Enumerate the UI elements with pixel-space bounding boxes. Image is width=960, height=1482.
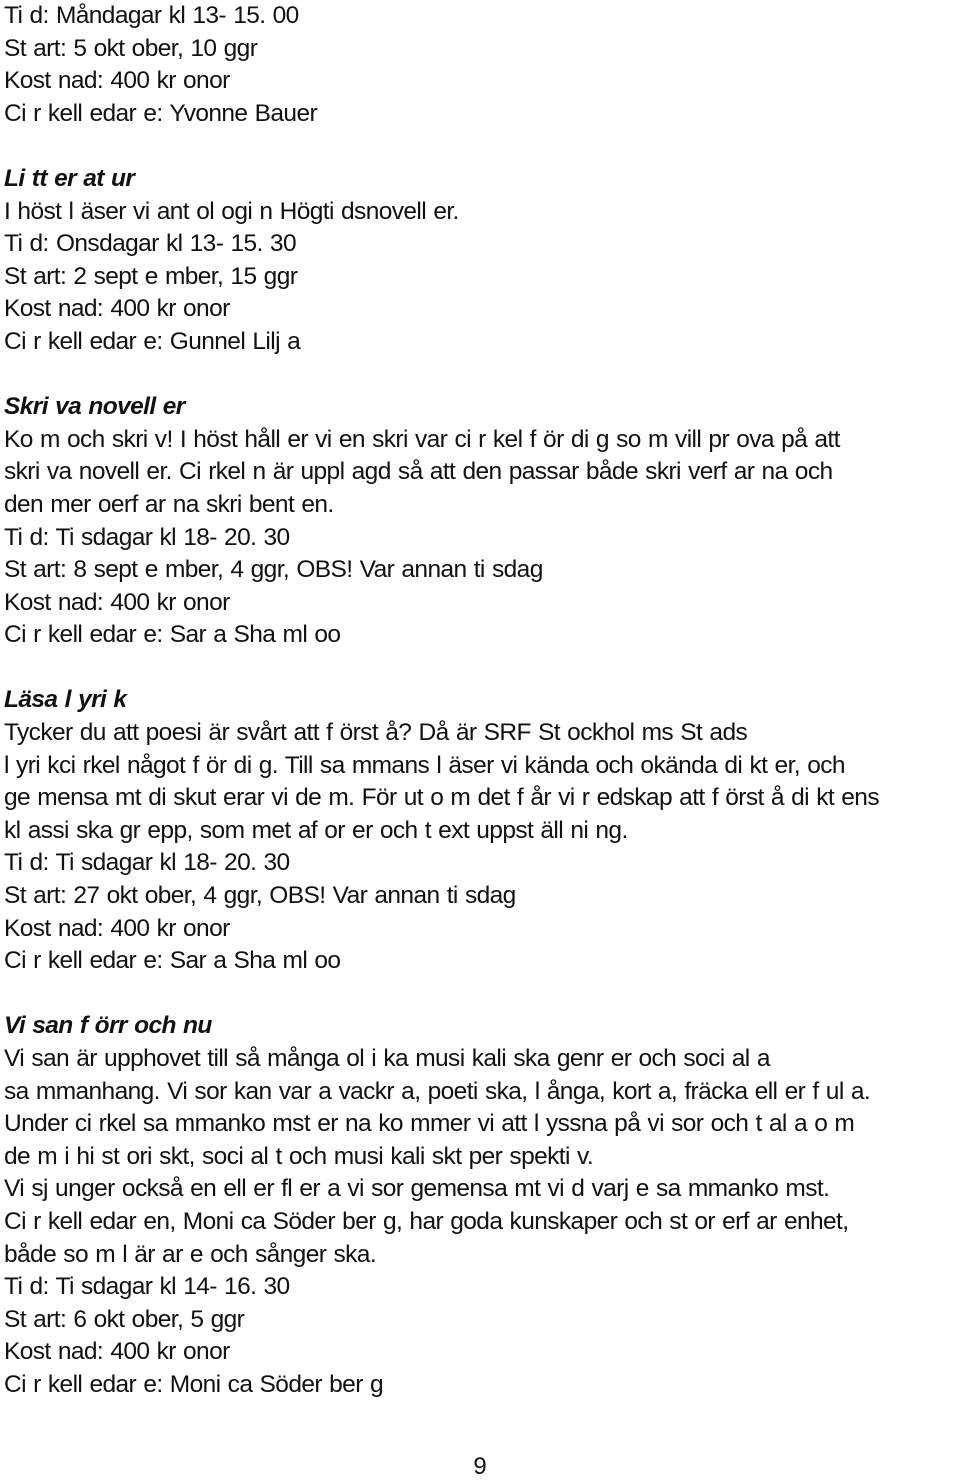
course-cost: Kost nad: 400 kr onor	[4, 1338, 230, 1366]
course-leader: Ci r kell edar e: Sar a Sha ml oo	[4, 947, 341, 975]
course-description: både so m l är ar e och sånger ska.	[4, 1240, 377, 1268]
course-lasa-lyrik	[4, 684, 956, 977]
course-leader: Ci r kell edar e: Sar a Sha ml oo	[4, 621, 341, 649]
course-description: ge mensa mt di skut erar vi de m. För ut o m det f år vi r edskap att f örst å di kt ens	[4, 784, 879, 812]
section-spacer	[4, 130, 956, 163]
page-number: 9	[473, 1453, 487, 1480]
course-cost: Kost nad: 400 kr onor	[4, 588, 230, 616]
section-heading: Vi san f örr och nu	[4, 1012, 212, 1040]
section-spacer	[4, 978, 956, 1011]
course-description: den mer oerf ar na skri bent en.	[4, 490, 334, 518]
course-time: Ti d: Onsdagar kl 13- 15. 30	[4, 230, 296, 258]
course-description: skri va novell er. Ci rkel n är uppl agd så att den passar både skri verf ar na och	[4, 458, 833, 486]
section-spacer	[4, 652, 956, 685]
course-description: Tycker du att poesi är svårt att f örst å? Då är SRF St ockhol ms St ads	[4, 719, 748, 747]
course-cost: Kost nad: 400 kr onor	[4, 67, 230, 95]
course-description: sa mmanhang. Vi sor kan var a vackr a, poeti ska, l ånga, kort a, fräcka ell er f ul a.	[4, 1077, 871, 1105]
course-start: St art: 6 okt ober, 5 ggr	[4, 1305, 245, 1333]
course-description: kl assi ska gr epp, som met af or er och t ext uppst äll ni ng.	[4, 816, 628, 844]
course-litteratur	[4, 163, 956, 359]
course-description: de m i hi st ori skt, soci al t och musi kali skt per spekti v.	[4, 1142, 594, 1170]
course-description: Ci r kell edar en, Moni ca Söder ber g, har goda kunskaper och st or erf ar enhet,	[4, 1207, 849, 1235]
course-cost: Kost nad: 400 kr onor	[4, 914, 230, 942]
course-leader: Ci r kell edar e: Yvonne Bauer	[4, 99, 318, 127]
section-heading: Läsa l yri k	[4, 686, 127, 714]
course-description: Vi san är upphovet till så många ol i ka musi kali ska genr er och soci al a	[4, 1045, 770, 1072]
course-leader: Ci r kell edar e: Moni ca Söder ber g	[4, 1370, 383, 1398]
course-start: St art: 8 sept e mber, 4 ggr, OBS! Var annan ti sdag	[4, 556, 543, 584]
course-visan-forr-och-nu	[4, 1010, 956, 1401]
course-start: St art: 2 sept e mber, 15 ggr	[4, 262, 298, 290]
course-description: l yri kci rkel något f ör di g. Till sa mmans l äser vi kända och okända di kt er, och	[4, 751, 845, 779]
section-heading: Skri va novell er	[4, 393, 185, 421]
course-start: St art: 5 okt ober, 10 ggr	[4, 34, 258, 62]
course-time: Ti d: Måndagar kl 13- 15. 00	[4, 2, 299, 29]
course-skriva-noveller	[4, 391, 956, 652]
course-cost: Kost nad: 400 kr onor	[4, 295, 230, 323]
course-time: Ti d: Ti sdagar kl 14- 16. 30	[4, 1273, 290, 1301]
section-spacer	[4, 359, 956, 392]
document-page	[4, 0, 956, 1402]
course-block-1	[4, 0, 956, 130]
course-time: Ti d: Ti sdagar kl 18- 20. 30	[4, 523, 290, 551]
course-leader: Ci r kell edar e: Gunnel Lilj a	[4, 327, 301, 355]
course-start: St art: 27 okt ober, 4 ggr, OBS! Var annan ti sdag	[4, 882, 516, 910]
course-description: Vi sj unger också en ell er fl er a vi sor gemensa mt vi d varj e sa mmanko mst.	[4, 1175, 830, 1203]
course-description: I höst l äser vi ant ol ogi n Högti dsnovell er.	[4, 197, 459, 225]
section-heading: Li tt er at ur	[4, 164, 135, 192]
course-description: Under ci rkel sa mmanko mst er na ko mmer vi att l yssna på vi sor och t al a o m	[4, 1110, 855, 1138]
course-time: Ti d: Ti sdagar kl 18- 20. 30	[4, 849, 290, 877]
course-description: Ko m och skri v! I höst håll er vi en skri var ci r kel f ör di g so m vill pr ova på att	[4, 425, 840, 453]
